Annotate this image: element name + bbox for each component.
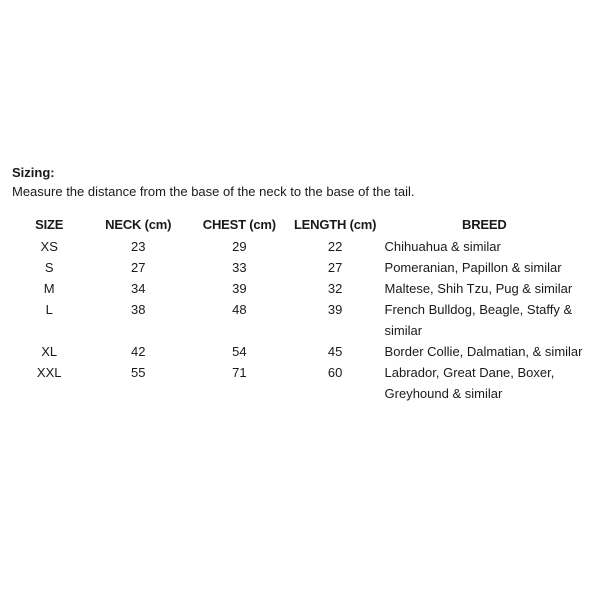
neck-cell: 38	[130, 302, 146, 317]
breed-cell: French Bulldog, Beagle, Staffy & similar	[384, 302, 573, 338]
column-header-length: LENGTH (cm)	[293, 217, 377, 232]
header-row	[12, 214, 587, 236]
sizing-heading: Sizing:	[12, 165, 55, 180]
chest-cell: 39	[232, 281, 247, 296]
table-body	[12, 236, 587, 404]
column-header-size: SIZE	[35, 217, 64, 232]
measuring-instructions: Measure the distance from the base of the neck to the base of the tail.	[12, 184, 415, 199]
neck-cell: 27	[130, 260, 146, 275]
neck-cell: 55	[130, 365, 146, 380]
size-cell: M	[43, 281, 55, 296]
breed-cell: Chihuahua & similar	[384, 239, 501, 254]
table-header	[12, 214, 587, 236]
breed-cell: Pomeranian, Papillon & similar	[384, 260, 562, 275]
chest-cell: 29	[232, 239, 247, 254]
length-cell: 22	[327, 239, 343, 254]
breed-cell: Maltese, Shih Tzu, Pug & similar	[384, 281, 573, 296]
column-header-neck: NECK (cm)	[105, 217, 172, 232]
size-cell: XXL	[36, 365, 62, 380]
sizing-section	[12, 163, 587, 401]
length-cell: 45	[327, 344, 343, 359]
size-cell: XS	[40, 239, 58, 254]
chest-cell: 33	[232, 260, 247, 275]
size-chart-table	[12, 214, 587, 404]
column-header-breed: BREED	[462, 217, 507, 232]
size-cell: XL	[41, 344, 58, 359]
chest-cell: 48	[232, 302, 247, 317]
length-cell: 39	[327, 302, 343, 317]
table-row	[12, 299, 587, 341]
length-cell: 27	[327, 260, 343, 275]
length-cell: 60	[327, 365, 343, 380]
neck-cell: 34	[130, 281, 146, 296]
table-row	[12, 341, 587, 362]
table-row	[12, 257, 587, 278]
table-row	[12, 278, 587, 299]
chest-cell: 54	[232, 344, 247, 359]
length-cell: 32	[327, 281, 343, 296]
chest-cell: 71	[232, 365, 247, 380]
column-header-chest: CHEST (cm)	[202, 217, 276, 232]
table-row	[12, 362, 587, 404]
table-row	[12, 236, 587, 257]
size-cell: S	[44, 260, 54, 275]
breed-cell: Border Collie, Dalmatian, & similar	[384, 344, 583, 359]
neck-cell: 42	[130, 344, 146, 359]
size-cell: L	[45, 302, 53, 317]
neck-cell: 23	[130, 239, 146, 254]
breed-cell: Labrador, Great Dane, Boxer, Greyhound & similar	[384, 365, 555, 401]
